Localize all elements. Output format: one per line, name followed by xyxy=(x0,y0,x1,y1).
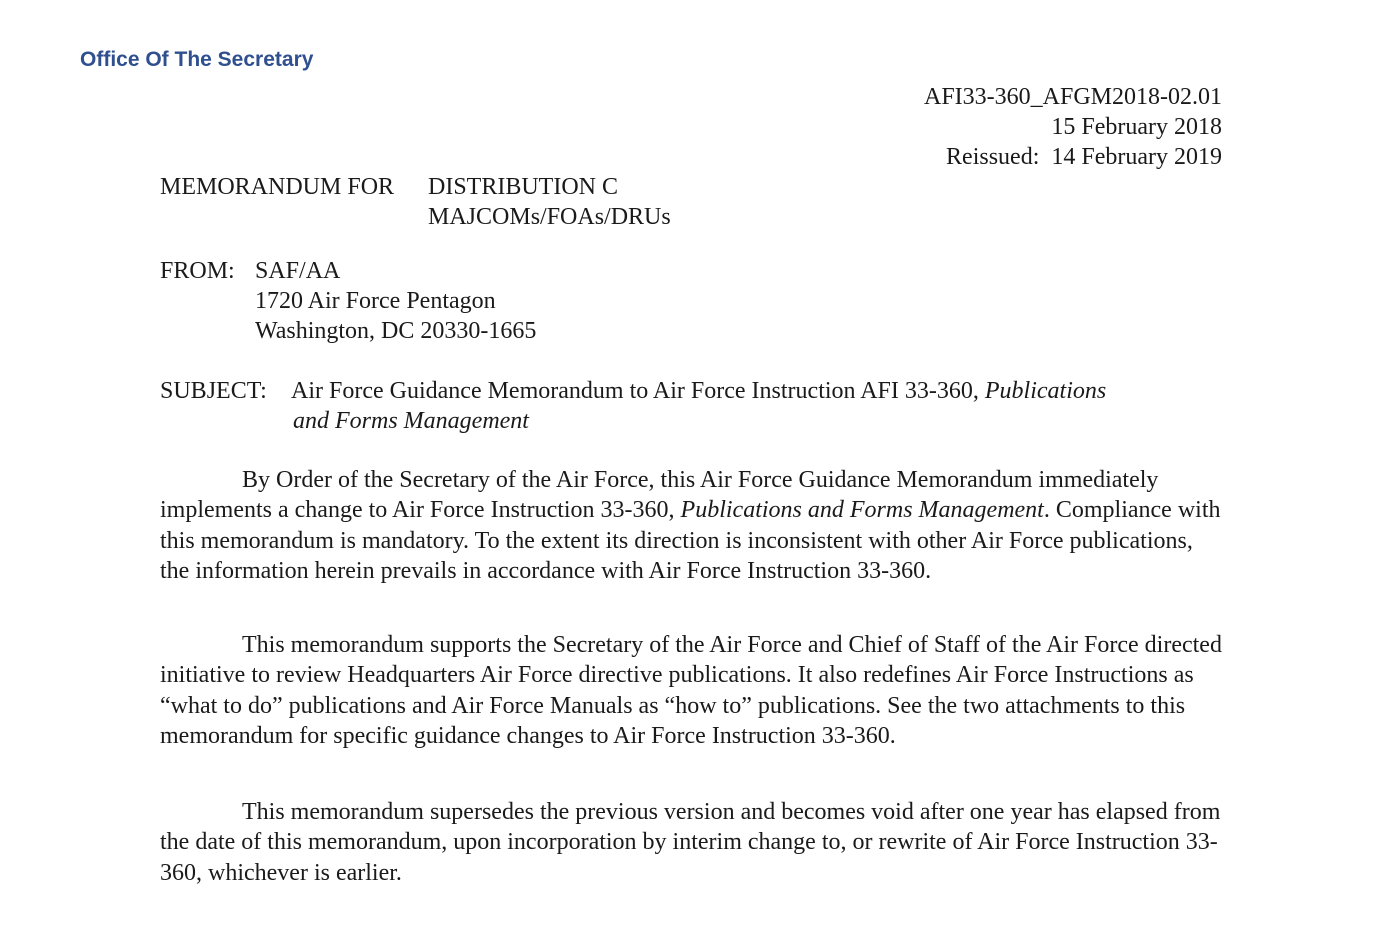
from-city-line: Washington, DC 20330-1665 xyxy=(255,318,537,344)
paragraph-1-text-a: By Order of the Secretary of the Air Force, this Air Force Guidance Memorandum immediately implements a change to Air Force Instruction 33-360, xyxy=(160,467,1159,524)
memorandum-for-block xyxy=(160,172,671,232)
distribution-line: DISTRIBUTION C xyxy=(428,174,618,200)
subject-block xyxy=(160,376,1222,436)
memorandum-for-label: MEMORANDUM FOR xyxy=(160,174,395,200)
subject-title-part2: and Forms Management xyxy=(293,408,529,434)
document-date: 15 February 2018 xyxy=(1051,114,1222,140)
from-label: FROM: xyxy=(160,258,235,284)
from-address-line: 1720 Air Force Pentagon xyxy=(255,288,496,314)
body-paragraph-1 xyxy=(160,465,1226,586)
body-paragraph-3: This memorandum supersedes the previous version and becomes void after one year has elapsed from the date of this memorandum, upon incorporation by interim change to, or rewrite of Air Force Instruction 33-360, whichever is earlier. xyxy=(160,799,1221,886)
from-block xyxy=(160,256,536,346)
subject-label: SUBJECT: xyxy=(160,378,267,404)
reference-block xyxy=(924,82,1222,172)
body-paragraph-2: This memorandum supports the Secretary of the Air Force and Chief of Staff of the Air Force directed initiative to review Headquarters Air Force directive publications. It also redefines Air Force Instructions as “what to do” publications and Air Force Manuals as “how to” publications. See the two attachments to this memorandum for specific guidance changes to Air Force Instruction 33-360. xyxy=(160,632,1222,749)
paragraph-1-title: Publications and Forms Management xyxy=(680,497,1044,524)
document-number: AFI33-360_AFGM2018-02.01 xyxy=(923,84,1222,110)
subject-text: Air Force Guidance Memorandum to Air Force Instruction AFI 33-360, xyxy=(291,378,985,404)
subject-title-part1: Publications xyxy=(984,378,1107,404)
distribution-recipients: MAJCOMs/FOAs/DRUs xyxy=(428,204,671,230)
from-office: SAF/AA xyxy=(255,258,341,284)
reissued-date: Reissued: 14 February 2019 xyxy=(946,144,1222,170)
office-heading: Office Of The Secretary xyxy=(80,48,314,71)
paragraph-1-text-b: . Compliance with this memorandum is mandatory. To the extent its direction is inconsistent with other Air Force publications, the information herein prevails in accordance with Air Force Instruction 33-360. xyxy=(160,497,1221,584)
